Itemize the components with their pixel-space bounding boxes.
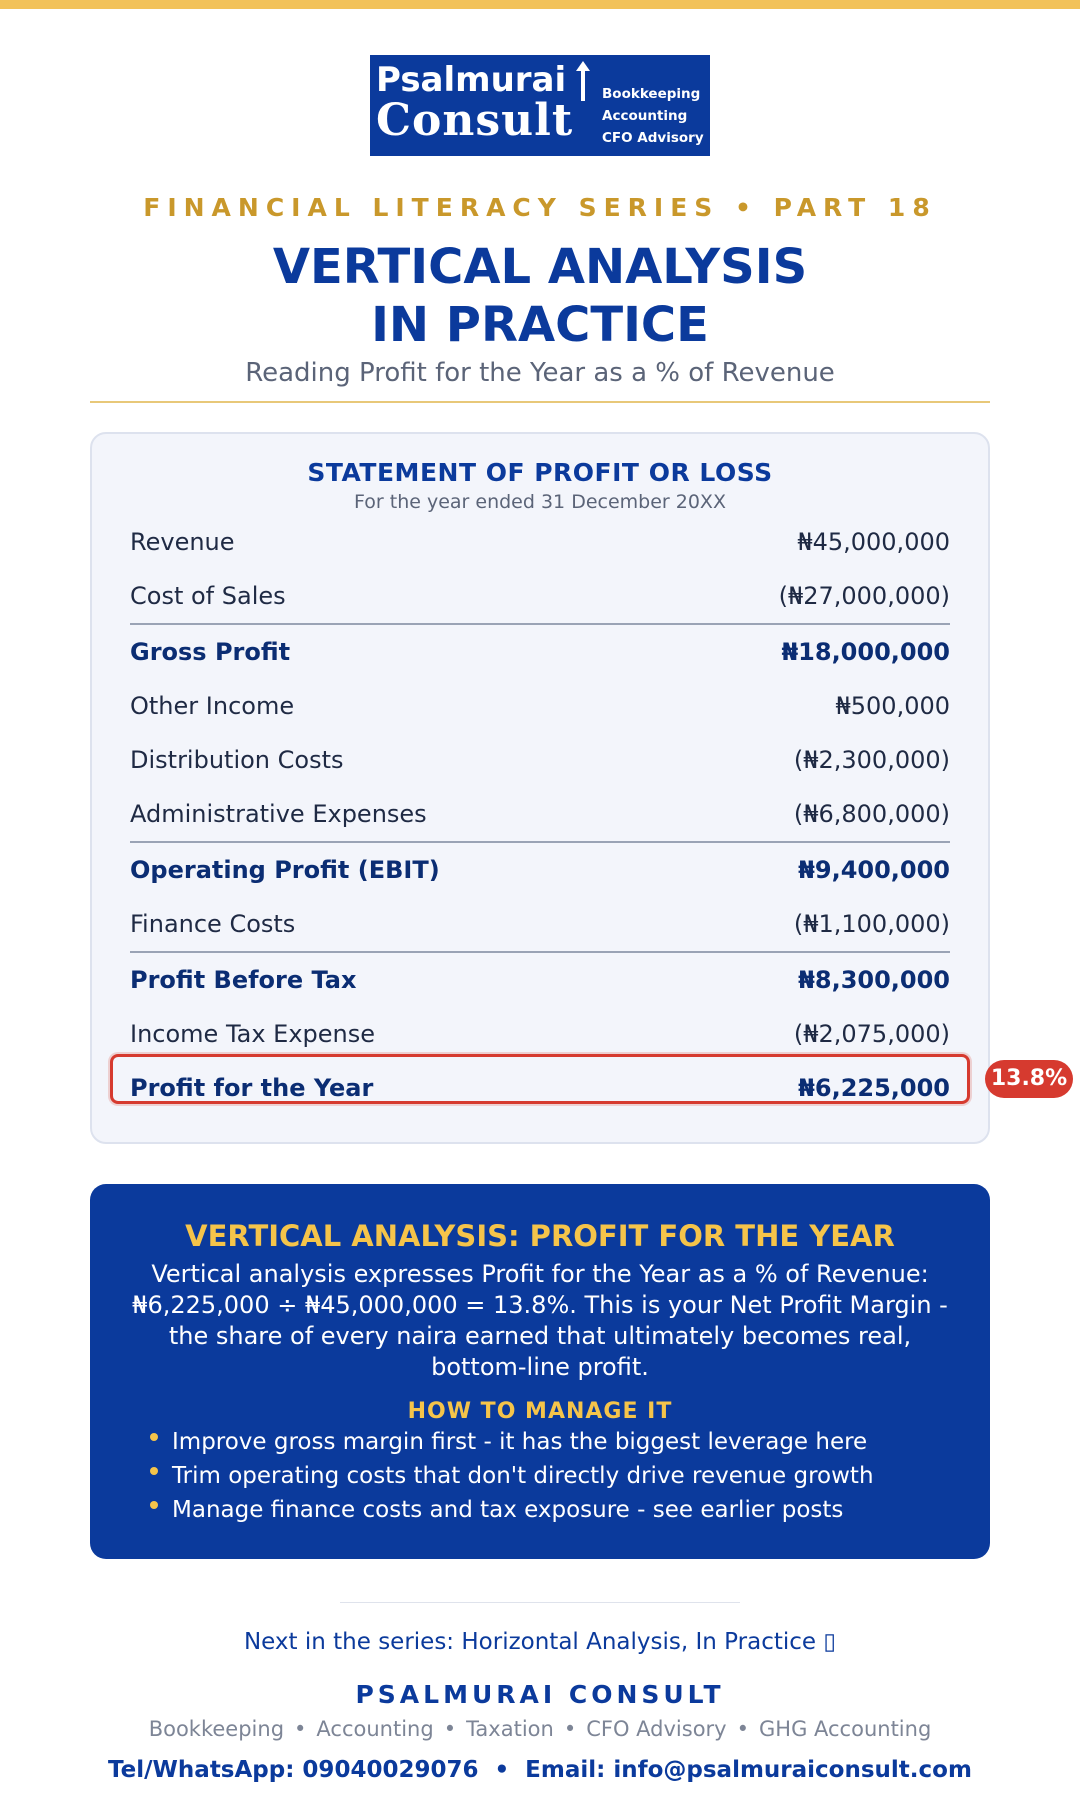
separator-dot-icon: •: [563, 1717, 577, 1741]
list-item-text: Improve gross margin first - it has the biggest leverage here: [172, 1429, 868, 1455]
logo-tagline: [602, 83, 704, 149]
contact-line: [0, 1757, 1080, 1783]
row-amount: ₦45,000,000: [797, 528, 950, 556]
row-amount: ₦500,000: [835, 692, 950, 720]
separator-dot-icon: •: [294, 1717, 307, 1741]
row-label: Gross Profit: [130, 638, 291, 666]
row-amount: (₦2,075,000): [793, 1020, 950, 1048]
next-in-series: Next in the series: Horizontal Analysis, In Practice ▯: [243, 1629, 837, 1655]
table-row: [130, 1007, 950, 1061]
row-amount: ₦6,225,000: [798, 1074, 950, 1102]
row-amount: (₦1,100,000): [793, 910, 950, 938]
service-item: Taxation: [466, 1717, 554, 1741]
statement-period: For the year ended 31 December 20XX: [354, 491, 726, 513]
table-row-subtotal: [130, 623, 950, 679]
list-item: [148, 1493, 968, 1527]
bullet-dot-icon: [150, 1501, 158, 1509]
services-list: [0, 1717, 1080, 1741]
row-label: Administrative Expenses: [130, 800, 427, 828]
table-row: [130, 897, 950, 951]
list-item-text: Manage finance costs and tax exposure - see earlier posts: [172, 1497, 844, 1523]
logo-wordmark: [376, 60, 594, 146]
row-label: Profit for the Year: [130, 1074, 374, 1102]
separator-dot-icon: •: [494, 1757, 510, 1783]
table-row: [130, 515, 950, 569]
company-logo: [370, 55, 710, 156]
logo-line2: Consult: [376, 95, 574, 146]
page-subtitle: Reading Profit for the Year as a % of Revenue: [245, 358, 835, 388]
table-row: [130, 569, 950, 623]
table-row-subtotal: [130, 951, 950, 1007]
list-item-text: Trim operating costs that don't directly drive revenue growth: [172, 1463, 874, 1489]
row-amount: (₦27,000,000): [778, 582, 950, 610]
bullet-dot-icon: [150, 1467, 158, 1475]
footer-brand: PSALMURAI CONSULT: [355, 1680, 725, 1709]
row-amount: ₦8,300,000: [798, 966, 950, 994]
manage-list: [148, 1425, 968, 1527]
header-divider: [90, 401, 990, 403]
logo-line1: Psalmurai: [376, 60, 567, 100]
title-line1: VERTICAL ANALYSIS: [272, 239, 808, 295]
analysis-body: Vertical analysis expresses Profit for the Year as a % of Revenue: ₦6,225,000 ÷ ₦45,000,000 = 13.8%. This is your Net Profit Margin - the share of every naira earned that ultimately becomes real, bottom-line profit.: [132, 1260, 948, 1381]
table-row: [130, 733, 950, 787]
service-item: CFO Advisory: [586, 1717, 727, 1741]
email-text: Email: info@psalmuraiconsult.com: [525, 1757, 972, 1783]
separator-dot-icon: •: [736, 1717, 749, 1741]
logo-tag: Bookkeeping: [602, 86, 701, 102]
highlight-outline: [110, 1054, 970, 1104]
row-amount: ₦18,000,000: [781, 638, 950, 666]
table-row: [130, 787, 950, 841]
title-line2: IN PRACTICE: [371, 297, 709, 353]
row-label: Profit Before Tax: [130, 966, 357, 994]
top-accent-bar: [0, 0, 1080, 9]
phone-text: Tel/WhatsApp: 09040029076: [108, 1757, 479, 1783]
logo-tag: CFO Advisory: [602, 130, 704, 146]
analysis-title: VERTICAL ANALYSIS: PROFIT FOR THE YEAR: [185, 1219, 895, 1253]
service-item: Accounting: [316, 1717, 434, 1741]
row-amount: ₦9,400,000: [798, 856, 950, 884]
table-row-subtotal: [130, 841, 950, 897]
row-label: Finance Costs: [130, 910, 296, 938]
row-label: Other Income: [130, 692, 295, 720]
list-item: [148, 1425, 968, 1459]
row-amount: (₦2,300,000): [793, 746, 950, 774]
statement-table: [130, 515, 950, 1115]
row-label: Operating Profit (EBIT): [130, 856, 440, 884]
row-amount: (₦6,800,000): [793, 800, 950, 828]
series-label: FINANCIAL LITERACY SERIES • PART 18: [143, 193, 937, 222]
service-item: GHG Accounting: [759, 1717, 932, 1741]
growth-arrow-icon: [576, 61, 590, 101]
percent-badge: 13.8%: [985, 1060, 1073, 1098]
table-row: [130, 679, 950, 733]
row-label: Distribution Costs: [130, 746, 344, 774]
manage-heading: HOW TO MANAGE IT: [407, 1399, 673, 1424]
row-label: Revenue: [130, 528, 235, 556]
row-label: Income Tax Expense: [130, 1020, 376, 1048]
service-item: Bookkeeping: [148, 1717, 285, 1741]
separator-dot-icon: •: [443, 1717, 457, 1741]
row-label: Cost of Sales: [130, 582, 286, 610]
footer-divider: [340, 1602, 740, 1603]
statement-title: STATEMENT OF PROFIT OR LOSS: [307, 458, 773, 487]
page-title: [0, 238, 1080, 354]
logo-tag: Accounting: [602, 108, 688, 124]
list-item: [148, 1459, 968, 1493]
bullet-dot-icon: [150, 1433, 158, 1441]
